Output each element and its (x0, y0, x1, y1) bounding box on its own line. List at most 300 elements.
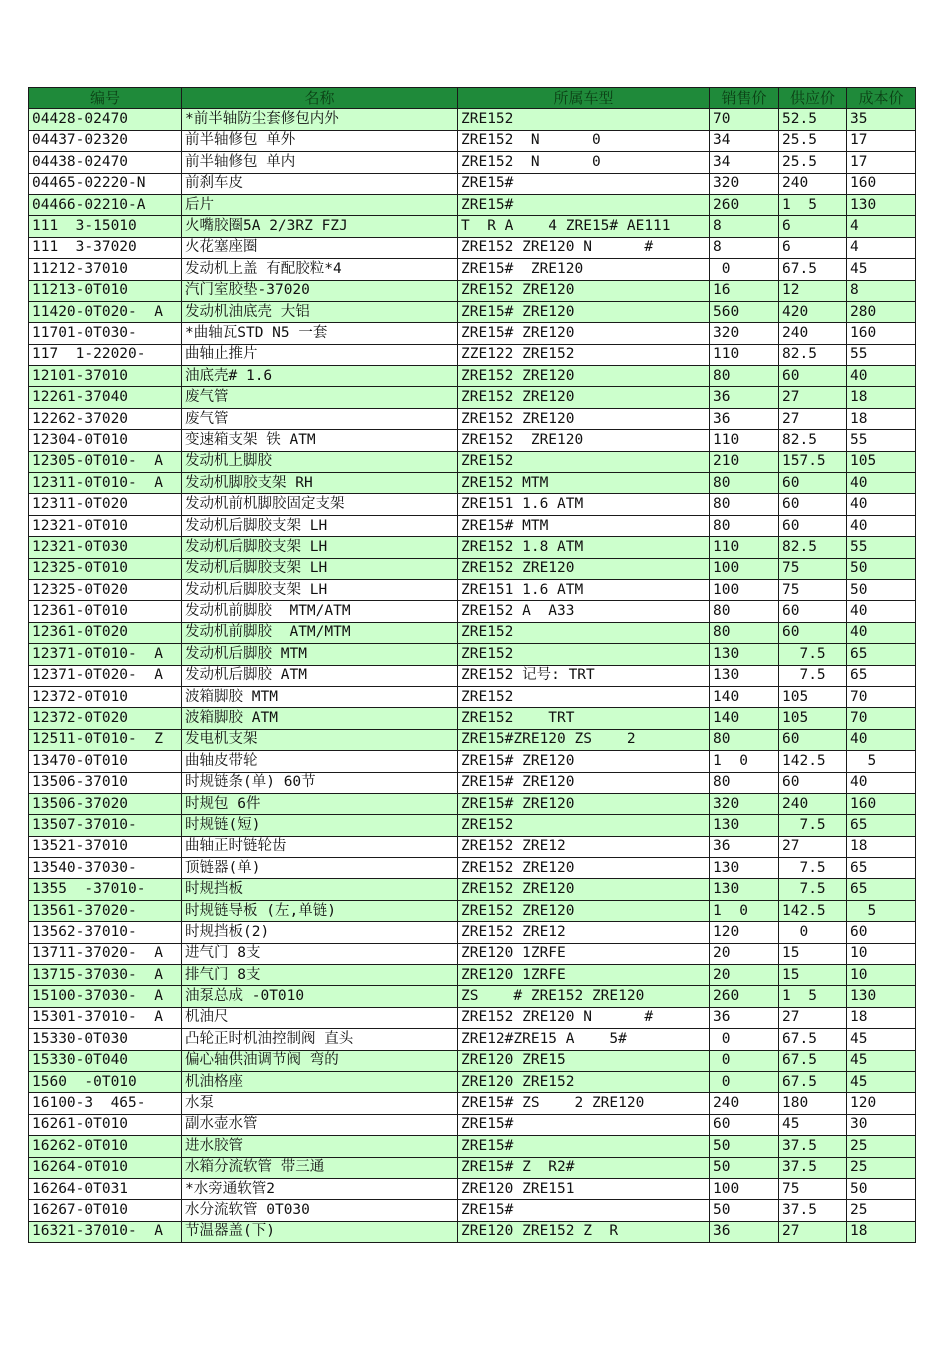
cell-sale-price[interactable]: 34 (710, 130, 779, 151)
cell-sale-price[interactable]: 36 (710, 1221, 779, 1242)
cell-model[interactable]: ZRE152 ZRE120 (458, 900, 710, 921)
cell-code[interactable]: 12511-0T010- Z (29, 729, 182, 750)
cell-sale-price[interactable]: 320 (710, 793, 779, 814)
cell-name[interactable]: 发动机后脚胶 MTM (182, 644, 458, 665)
cell-code[interactable]: 12101-37010 (29, 366, 182, 387)
cell-sale-price[interactable]: 110 (710, 430, 779, 451)
cell-supply-price[interactable]: 60 (779, 515, 847, 536)
cell-model[interactable]: ZRE15# Z R2# (458, 1157, 710, 1178)
cell-cost-price[interactable]: 50 (847, 579, 916, 600)
cell-model[interactable]: ZRE152 (458, 644, 710, 665)
cell-sale-price[interactable]: 100 (710, 1178, 779, 1199)
cell-supply-price[interactable]: 142.5 (779, 900, 847, 921)
cell-cost-price[interactable]: 40 (847, 473, 916, 494)
cell-model[interactable]: ZRE152 (458, 451, 710, 472)
cell-sale-price[interactable]: 110 (710, 344, 779, 365)
cell-sale-price[interactable]: 80 (710, 494, 779, 515)
cell-supply-price[interactable]: 180 (779, 1093, 847, 1114)
cell-cost-price[interactable]: 4 (847, 216, 916, 237)
cell-supply-price[interactable]: 82.5 (779, 344, 847, 365)
cell-code[interactable]: 13711-37020- A (29, 943, 182, 964)
cell-cost-price[interactable]: 45 (847, 259, 916, 280)
cell-name[interactable]: 排气门 8支 (182, 965, 458, 986)
cell-name[interactable]: 前刹车皮 (182, 173, 458, 194)
cell-model[interactable]: ZRE152 ZRE120 (458, 280, 710, 301)
cell-supply-price[interactable]: 27 (779, 387, 847, 408)
cell-supply-price[interactable]: 25.5 (779, 152, 847, 173)
cell-name[interactable]: 前半轴修包 单外 (182, 130, 458, 151)
cell-supply-price[interactable]: 240 (779, 793, 847, 814)
cell-sale-price[interactable]: 130 (710, 665, 779, 686)
cell-name[interactable]: 汽门室胶垫-37020 (182, 280, 458, 301)
cell-name[interactable]: 发动机上盖 有配胶粒*4 (182, 259, 458, 280)
cell-cost-price[interactable]: 35 (847, 109, 916, 130)
cell-code[interactable]: 1560 -0T010 (29, 1071, 182, 1092)
cell-name[interactable]: 发动机后脚胶支架 LH (182, 579, 458, 600)
cell-code[interactable]: 16267-0T010 (29, 1200, 182, 1221)
cell-cost-price[interactable]: 160 (847, 793, 916, 814)
cell-supply-price[interactable]: 67.5 (779, 1050, 847, 1071)
cell-cost-price[interactable]: 60 (847, 922, 916, 943)
cell-sale-price[interactable]: 1 0 (710, 751, 779, 772)
cell-code[interactable]: 13561-37020- (29, 900, 182, 921)
cell-cost-price[interactable]: 65 (847, 879, 916, 900)
cell-sale-price[interactable]: 100 (710, 558, 779, 579)
cell-model[interactable]: ZRE152 (458, 815, 710, 836)
cell-model[interactable]: ZRE15# ZRE120 (458, 259, 710, 280)
cell-cost-price[interactable]: 45 (847, 1071, 916, 1092)
cell-model[interactable]: ZRE152 1.8 ATM (458, 537, 710, 558)
cell-name[interactable]: 后片 (182, 194, 458, 215)
cell-model[interactable]: ZRE15# ZS 2 ZRE120 (458, 1093, 710, 1114)
cell-supply-price[interactable]: 142.5 (779, 751, 847, 772)
cell-code[interactable]: 16264-0T010 (29, 1157, 182, 1178)
cell-sale-price[interactable]: 60 (710, 1114, 779, 1135)
cell-cost-price[interactable]: 55 (847, 537, 916, 558)
cell-cost-price[interactable]: 280 (847, 301, 916, 322)
cell-cost-price[interactable]: 45 (847, 1029, 916, 1050)
cell-sale-price[interactable]: 140 (710, 708, 779, 729)
cell-name[interactable]: 机油尺 (182, 1007, 458, 1028)
cell-code[interactable]: 12321-0T030 (29, 537, 182, 558)
cell-code[interactable]: 12262-37020 (29, 408, 182, 429)
cell-model[interactable]: ZRE152 A A33 (458, 601, 710, 622)
cell-sale-price[interactable]: 1 0 (710, 900, 779, 921)
cell-supply-price[interactable]: 12 (779, 280, 847, 301)
cell-model[interactable]: ZRE120 1ZRFE (458, 965, 710, 986)
cell-name[interactable]: 前半轴修包 单内 (182, 152, 458, 173)
cell-supply-price[interactable]: 420 (779, 301, 847, 322)
cell-name[interactable]: 发动机后脚胶 ATM (182, 665, 458, 686)
cell-code[interactable]: 15301-37010- A (29, 1007, 182, 1028)
cell-supply-price[interactable]: 60 (779, 729, 847, 750)
cell-code[interactable]: 16261-0T010 (29, 1114, 182, 1135)
cell-supply-price[interactable]: 67.5 (779, 1029, 847, 1050)
cell-model[interactable]: ZRE152 ZRE12 (458, 836, 710, 857)
cell-cost-price[interactable]: 65 (847, 815, 916, 836)
cell-model[interactable]: ZRE152 ZRE120 (458, 387, 710, 408)
cell-name[interactable]: 发动机脚胶支架 RH (182, 473, 458, 494)
cell-code[interactable]: 12321-0T010 (29, 515, 182, 536)
cell-cost-price[interactable]: 70 (847, 686, 916, 707)
cell-cost-price[interactable]: 10 (847, 965, 916, 986)
cell-name[interactable]: 发动机后脚胶支架 LH (182, 515, 458, 536)
cell-supply-price[interactable]: 37.5 (779, 1136, 847, 1157)
cell-name[interactable]: 时规链条(单) 60节 (182, 772, 458, 793)
cell-sale-price[interactable]: 320 (710, 173, 779, 194)
cell-cost-price[interactable]: 8 (847, 280, 916, 301)
cell-supply-price[interactable]: 105 (779, 708, 847, 729)
cell-supply-price[interactable]: 15 (779, 943, 847, 964)
cell-sale-price[interactable]: 80 (710, 729, 779, 750)
cell-supply-price[interactable]: 60 (779, 622, 847, 643)
cell-cost-price[interactable]: 4 (847, 237, 916, 258)
cell-code[interactable]: 04465-02220-N (29, 173, 182, 194)
cell-supply-price[interactable]: 240 (779, 173, 847, 194)
cell-name[interactable]: 波箱脚胶 MTM (182, 686, 458, 707)
cell-cost-price[interactable]: 30 (847, 1114, 916, 1135)
cell-code[interactable]: 15330-0T030 (29, 1029, 182, 1050)
cell-name[interactable]: *前半轴防尘套修包内外 (182, 109, 458, 130)
cell-supply-price[interactable]: 37.5 (779, 1157, 847, 1178)
cell-supply-price[interactable]: 6 (779, 216, 847, 237)
cell-code[interactable]: 12372-0T020 (29, 708, 182, 729)
cell-code[interactable]: 1355 -37010- (29, 879, 182, 900)
cell-model[interactable]: ZRE152 MTM (458, 473, 710, 494)
cell-code[interactable]: 11420-0T020- A (29, 301, 182, 322)
cell-code[interactable]: 12371-0T010- A (29, 644, 182, 665)
cell-code[interactable]: 111 3-15010 (29, 216, 182, 237)
cell-name[interactable]: 进水胶管 (182, 1136, 458, 1157)
cell-cost-price[interactable]: 160 (847, 173, 916, 194)
cell-code[interactable]: 111 3-37020 (29, 237, 182, 258)
cell-name[interactable]: 油泵总成 -0T010 (182, 986, 458, 1007)
cell-sale-price[interactable]: 130 (710, 879, 779, 900)
cell-model[interactable]: ZRE152 ZRE120 (458, 408, 710, 429)
cell-name[interactable]: 发动机前脚胶 MTM/ATM (182, 601, 458, 622)
cell-name[interactable]: 水泵 (182, 1093, 458, 1114)
cell-code[interactable]: 13715-37030- A (29, 965, 182, 986)
cell-cost-price[interactable]: 18 (847, 387, 916, 408)
cell-code[interactable]: 12261-37040 (29, 387, 182, 408)
cell-model[interactable]: ZRE152 ZRE120 (458, 558, 710, 579)
cell-model[interactable]: ZRE152 ZRE120 (458, 430, 710, 451)
cell-cost-price[interactable]: 65 (847, 665, 916, 686)
cell-model[interactable]: ZRE152 ZRE120 N # (458, 237, 710, 258)
cell-name[interactable]: 偏心轴供油调节阀 弯的 (182, 1050, 458, 1071)
cell-sale-price[interactable]: 36 (710, 387, 779, 408)
cell-supply-price[interactable]: 67.5 (779, 1071, 847, 1092)
cell-code[interactable]: 13470-0T010 (29, 751, 182, 772)
cell-cost-price[interactable]: 40 (847, 366, 916, 387)
cell-supply-price[interactable]: 7.5 (779, 665, 847, 686)
cell-name[interactable]: 进气门 8支 (182, 943, 458, 964)
cell-name[interactable]: 火花塞座圈 (182, 237, 458, 258)
cell-cost-price[interactable]: 55 (847, 344, 916, 365)
cell-name[interactable]: 水箱分流软管 带三通 (182, 1157, 458, 1178)
cell-model[interactable]: ZRE152 (458, 622, 710, 643)
cell-supply-price[interactable]: 60 (779, 601, 847, 622)
cell-model[interactable]: ZRE120 ZRE152 (458, 1071, 710, 1092)
cell-cost-price[interactable]: 25 (847, 1157, 916, 1178)
cell-sale-price[interactable]: 130 (710, 644, 779, 665)
cell-model[interactable]: ZRE15# (458, 1114, 710, 1135)
cell-cost-price[interactable]: 17 (847, 152, 916, 173)
cell-model[interactable]: ZRE15# ZRE120 (458, 793, 710, 814)
cell-sale-price[interactable]: 320 (710, 323, 779, 344)
cell-supply-price[interactable]: 7.5 (779, 879, 847, 900)
cell-sale-price[interactable]: 130 (710, 815, 779, 836)
cell-code[interactable]: 15100-37030- A (29, 986, 182, 1007)
cell-sale-price[interactable]: 20 (710, 965, 779, 986)
cell-code[interactable]: 13507-37010- (29, 815, 182, 836)
cell-model[interactable]: ZS # ZRE152 ZRE120 (458, 986, 710, 1007)
cell-sale-price[interactable]: 80 (710, 772, 779, 793)
cell-code[interactable]: 12311-0T020 (29, 494, 182, 515)
cell-model[interactable]: ZRE15# (458, 173, 710, 194)
cell-cost-price[interactable]: 120 (847, 1093, 916, 1114)
cell-model[interactable]: ZRE15# MTM (458, 515, 710, 536)
cell-name[interactable]: 火嘴胶圈5A 2/3RZ FZJ (182, 216, 458, 237)
header-code[interactable]: 编号 (29, 88, 182, 109)
cell-cost-price[interactable]: 130 (847, 986, 916, 1007)
cell-supply-price[interactable]: 37.5 (779, 1200, 847, 1221)
cell-sale-price[interactable]: 8 (710, 216, 779, 237)
cell-cost-price[interactable]: 25 (847, 1136, 916, 1157)
cell-sale-price[interactable]: 100 (710, 579, 779, 600)
cell-sale-price[interactable]: 260 (710, 986, 779, 1007)
cell-sale-price[interactable]: 0 (710, 1050, 779, 1071)
cell-model[interactable]: ZRE120 ZRE152 Z R (458, 1221, 710, 1242)
cell-model[interactable]: ZRE120 1ZRFE (458, 943, 710, 964)
cell-supply-price[interactable]: 6 (779, 237, 847, 258)
cell-cost-price[interactable]: 40 (847, 515, 916, 536)
cell-supply-price[interactable]: 15 (779, 965, 847, 986)
header-supply-price[interactable]: 供应价 (779, 88, 847, 109)
cell-supply-price[interactable]: 0 (779, 922, 847, 943)
cell-sale-price[interactable]: 34 (710, 152, 779, 173)
cell-cost-price[interactable]: 50 (847, 558, 916, 579)
cell-cost-price[interactable]: 70 (847, 708, 916, 729)
cell-model[interactable]: ZRE152 N 0 (458, 152, 710, 173)
cell-code[interactable]: 04466-02210-A (29, 194, 182, 215)
cell-sale-price[interactable]: 210 (710, 451, 779, 472)
cell-name[interactable]: 曲轴正时链轮齿 (182, 836, 458, 857)
cell-sale-price[interactable]: 140 (710, 686, 779, 707)
cell-cost-price[interactable]: 40 (847, 772, 916, 793)
cell-cost-price[interactable]: 65 (847, 858, 916, 879)
cell-code[interactable]: 16100-3 465- (29, 1093, 182, 1114)
cell-cost-price[interactable]: 45 (847, 1050, 916, 1071)
cell-supply-price[interactable]: 82.5 (779, 537, 847, 558)
cell-model[interactable]: ZRE15#ZRE120 ZS 2 (458, 729, 710, 750)
header-model[interactable]: 所属车型 (458, 88, 710, 109)
cell-name[interactable]: 时规链(短) (182, 815, 458, 836)
cell-code[interactable]: 12361-0T010 (29, 601, 182, 622)
cell-model[interactable]: ZRE152 ZRE12 (458, 922, 710, 943)
cell-sale-price[interactable]: 0 (710, 1071, 779, 1092)
cell-sale-price[interactable]: 260 (710, 194, 779, 215)
cell-code[interactable]: 04437-02320 (29, 130, 182, 151)
cell-sale-price[interactable]: 50 (710, 1200, 779, 1221)
cell-model[interactable]: ZRE152 N 0 (458, 130, 710, 151)
cell-supply-price[interactable]: 60 (779, 473, 847, 494)
cell-name[interactable]: 变速箱支架 铁 ATM (182, 430, 458, 451)
cell-cost-price[interactable]: 5 (847, 751, 916, 772)
cell-name[interactable]: 废气管 (182, 408, 458, 429)
cell-cost-price[interactable]: 40 (847, 622, 916, 643)
cell-cost-price[interactable]: 17 (847, 130, 916, 151)
cell-code[interactable]: 11213-0T010 (29, 280, 182, 301)
header-cost-price[interactable]: 成本价 (847, 88, 916, 109)
cell-name[interactable]: 副水壶水管 (182, 1114, 458, 1135)
cell-code[interactable]: 12305-0T010- A (29, 451, 182, 472)
cell-model[interactable]: ZRE120 ZRE15 (458, 1050, 710, 1071)
cell-name[interactable]: 发动机前脚胶 ATM/MTM (182, 622, 458, 643)
cell-code[interactable]: 16262-0T010 (29, 1136, 182, 1157)
cell-name[interactable]: 发电机支架 (182, 729, 458, 750)
cell-sale-price[interactable]: 80 (710, 515, 779, 536)
cell-model[interactable]: ZRE152 ZRE120 (458, 879, 710, 900)
cell-cost-price[interactable]: 18 (847, 1221, 916, 1242)
cell-cost-price[interactable]: 40 (847, 601, 916, 622)
cell-model[interactable]: ZRE15# (458, 1136, 710, 1157)
cell-supply-price[interactable]: 60 (779, 494, 847, 515)
cell-model[interactable]: ZRE152 ZRE120 (458, 858, 710, 879)
cell-code[interactable]: 12371-0T020- A (29, 665, 182, 686)
cell-sale-price[interactable]: 16 (710, 280, 779, 301)
cell-code[interactable]: 12311-0T010- A (29, 473, 182, 494)
cell-name[interactable]: 凸轮正时机油控制阀 直头 (182, 1029, 458, 1050)
cell-name[interactable]: 发动机油底壳 大铝 (182, 301, 458, 322)
cell-supply-price[interactable]: 240 (779, 323, 847, 344)
cell-supply-price[interactable]: 1 5 (779, 194, 847, 215)
cell-sale-price[interactable]: 110 (710, 537, 779, 558)
cell-sale-price[interactable]: 130 (710, 858, 779, 879)
cell-sale-price[interactable]: 36 (710, 408, 779, 429)
cell-supply-price[interactable]: 25.5 (779, 130, 847, 151)
cell-model[interactable]: ZRE15# ZRE120 (458, 772, 710, 793)
cell-name[interactable]: 发动机上脚胶 (182, 451, 458, 472)
cell-sale-price[interactable]: 20 (710, 943, 779, 964)
cell-supply-price[interactable]: 27 (779, 836, 847, 857)
cell-sale-price[interactable]: 36 (710, 836, 779, 857)
cell-code[interactable]: 12304-0T010 (29, 430, 182, 451)
cell-supply-price[interactable]: 157.5 (779, 451, 847, 472)
cell-cost-price[interactable]: 55 (847, 430, 916, 451)
cell-cost-price[interactable]: 10 (847, 943, 916, 964)
cell-name[interactable]: 时规链导板 (左,单链) (182, 900, 458, 921)
cell-model[interactable]: ZRE15# (458, 1200, 710, 1221)
cell-name[interactable]: 油底壳# 1.6 (182, 366, 458, 387)
cell-code[interactable]: 13506-37010 (29, 772, 182, 793)
cell-supply-price[interactable]: 27 (779, 1221, 847, 1242)
cell-name[interactable]: 节温器盖(下) (182, 1221, 458, 1242)
cell-model[interactable]: ZRE152 (458, 686, 710, 707)
cell-model[interactable]: ZRE15# ZRE120 (458, 323, 710, 344)
cell-supply-price[interactable]: 7.5 (779, 815, 847, 836)
cell-code[interactable]: 13506-37020 (29, 793, 182, 814)
cell-model[interactable]: ZRE151 1.6 ATM (458, 494, 710, 515)
cell-supply-price[interactable]: 75 (779, 558, 847, 579)
cell-sale-price[interactable]: 70 (710, 109, 779, 130)
cell-name[interactable]: 波箱脚胶 ATM (182, 708, 458, 729)
cell-name[interactable]: 顶链器(单) (182, 858, 458, 879)
cell-supply-price[interactable]: 75 (779, 579, 847, 600)
cell-supply-price[interactable]: 82.5 (779, 430, 847, 451)
cell-cost-price[interactable]: 40 (847, 729, 916, 750)
cell-model[interactable]: ZRE152 TRT (458, 708, 710, 729)
cell-supply-price[interactable]: 60 (779, 366, 847, 387)
cell-model[interactable]: ZRE151 1.6 ATM (458, 579, 710, 600)
cell-code[interactable]: 04428-02470 (29, 109, 182, 130)
cell-model[interactable]: ZRE15# ZRE120 (458, 751, 710, 772)
header-sale-price[interactable]: 销售价 (710, 88, 779, 109)
cell-code[interactable]: 15330-0T040 (29, 1050, 182, 1071)
cell-cost-price[interactable]: 18 (847, 1007, 916, 1028)
cell-code[interactable]: 13540-37030- (29, 858, 182, 879)
cell-model[interactable]: ZRE12#ZRE15 A 5# (458, 1029, 710, 1050)
cell-sale-price[interactable]: 80 (710, 622, 779, 643)
cell-name[interactable]: 机油格座 (182, 1071, 458, 1092)
cell-code[interactable]: 11212-37010 (29, 259, 182, 280)
cell-sale-price[interactable]: 240 (710, 1093, 779, 1114)
cell-model[interactable]: ZRE152 ZRE120 (458, 366, 710, 387)
cell-code[interactable]: 13562-37010- (29, 922, 182, 943)
cell-name[interactable]: 曲轴皮带轮 (182, 751, 458, 772)
cell-name[interactable]: 时规包 6件 (182, 793, 458, 814)
cell-name[interactable]: 时规挡板 (182, 879, 458, 900)
cell-sale-price[interactable]: 50 (710, 1157, 779, 1178)
cell-supply-price[interactable]: 75 (779, 1178, 847, 1199)
cell-name[interactable]: 发动机后脚胶支架 LH (182, 537, 458, 558)
cell-name[interactable]: 时规挡板(2) (182, 922, 458, 943)
cell-sale-price[interactable]: 8 (710, 237, 779, 258)
cell-sale-price[interactable]: 0 (710, 1029, 779, 1050)
cell-supply-price[interactable]: 67.5 (779, 259, 847, 280)
cell-code[interactable]: 12325-0T010 (29, 558, 182, 579)
cell-cost-price[interactable]: 130 (847, 194, 916, 215)
cell-code[interactable]: 12325-0T020 (29, 579, 182, 600)
cell-cost-price[interactable]: 18 (847, 408, 916, 429)
cell-cost-price[interactable]: 18 (847, 836, 916, 857)
cell-sale-price[interactable]: 80 (710, 473, 779, 494)
cell-model[interactable]: ZRE152 记号: TRT (458, 665, 710, 686)
cell-code[interactable]: 16321-37010- A (29, 1221, 182, 1242)
cell-name[interactable]: 曲轴止推片 (182, 344, 458, 365)
cell-code[interactable]: 117 1-22020- (29, 344, 182, 365)
cell-model[interactable]: ZRE15# (458, 194, 710, 215)
cell-name[interactable]: 水分流软管 0T030 (182, 1200, 458, 1221)
cell-supply-price[interactable]: 27 (779, 1007, 847, 1028)
cell-name[interactable]: *曲轴瓦STD N5 一套 (182, 323, 458, 344)
cell-code[interactable]: 11701-0T030- (29, 323, 182, 344)
cell-sale-price[interactable]: 50 (710, 1136, 779, 1157)
cell-cost-price[interactable]: 40 (847, 494, 916, 515)
cell-sale-price[interactable]: 36 (710, 1007, 779, 1028)
cell-model[interactable]: ZRE152 (458, 109, 710, 130)
cell-cost-price[interactable]: 50 (847, 1178, 916, 1199)
cell-code[interactable]: 12372-0T010 (29, 686, 182, 707)
cell-sale-price[interactable]: 560 (710, 301, 779, 322)
cell-sale-price[interactable]: 120 (710, 922, 779, 943)
cell-model[interactable]: ZRE15# ZRE120 (458, 301, 710, 322)
cell-supply-price[interactable]: 45 (779, 1114, 847, 1135)
cell-supply-price[interactable]: 52.5 (779, 109, 847, 130)
cell-sale-price[interactable]: 80 (710, 366, 779, 387)
cell-cost-price[interactable]: 65 (847, 644, 916, 665)
cell-name[interactable]: 废气管 (182, 387, 458, 408)
